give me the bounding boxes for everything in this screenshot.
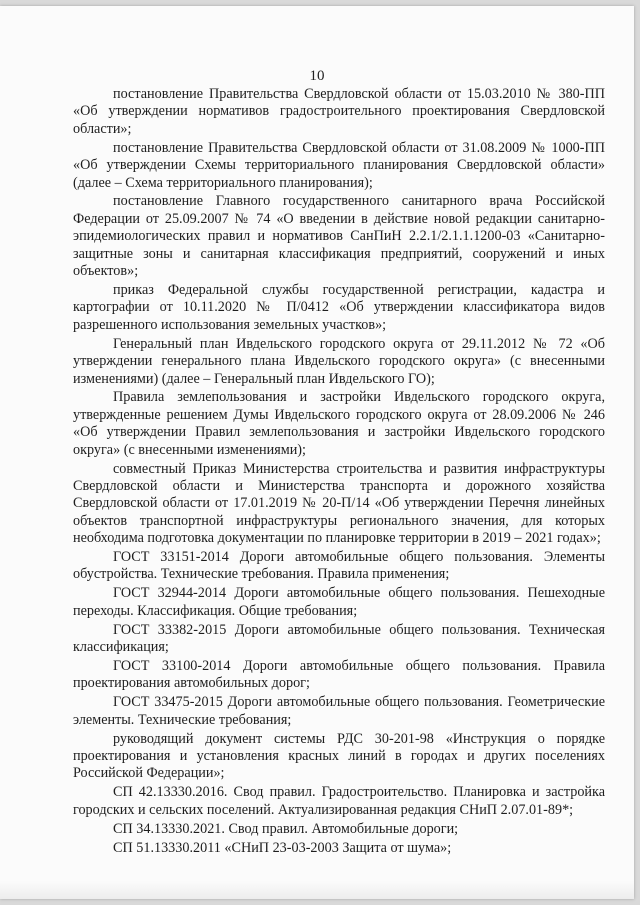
list-item: СП 34.13330.2021. Свод правил. Автомобильные дороги; <box>113 820 459 837</box>
list-item: ГОСТ 33151-2014 Дороги автомобильные общего пользования. Элементы обустройства. Технические требования. Правила применения; <box>73 549 605 583</box>
list-item: ГОСТ 32944-2014 Дороги автомобильные общего пользования. Пешеходные переходы. Классификация. Общие требования; <box>73 585 605 619</box>
page-number: 10 <box>309 68 325 84</box>
list-item: постановление Правительства Свердловской области от 31.08.2009 № 1000-ПП «Об утверждении Схемы территориального планирования Свердловской области» (далее – Схема территориального планирования); <box>73 139 605 191</box>
list-item: Правила землепользования и застройки Ивдельского городского округа, утвержденные решением Думы Ивдельского городского округа от 28.09.2006 № 246 «Об утверждении Правил землепользования и застройки Ивдельского городского округа» (с внесенными изменениями); <box>73 389 605 458</box>
list-item: СП 42.13330.2016. Свод правил. Градостроительство. Планировка и застройка городских и сельских поселений. Актуализированная редакция СНиП 2.07.01-89*; <box>73 784 605 818</box>
list-item: СП 51.13330.2011 «СНиП 23-03-2003 Защита от шума»; <box>113 839 452 856</box>
document-body <box>73 86 605 858</box>
list-item: постановление Правительства Свердловской области от 15.03.2010 № 380-ПП «Об утверждении нормативов градостроительного проектирования Свердловской области»; <box>73 86 605 137</box>
list-item: ГОСТ 33475-2015 Дороги автомобильные общего пользования. Геометрические элементы. Технические требования; <box>73 694 605 728</box>
document-page <box>0 6 634 899</box>
list-item: ГОСТ 33100-2014 Дороги автомобильные общего пользования. Правила проектирования автомобильных дорог; <box>73 658 605 692</box>
list-item: ГОСТ 33382-2015 Дороги автомобильные общего пользования. Техническая классификация; <box>73 621 605 656</box>
list-item: совместный Приказ Министерства строительства и развития инфраструктуры Свердловской области и Министерства транспорта и дорожного хозяйства Свердловской области от 17.01.2019 № 20-П/14 «Об утверждении Перечня линейных объектов транспортной инфраструктуры регионального значения, для которых необходима подготовка документации по планировке территории в 2019 – 2021 годах»; <box>73 460 605 547</box>
list-item: постановление Главного государственного санитарного врача Российской Федерации от 25.09.2007 № 74 «О введении в действие новой редакции санитарно-эпидемиологических правил и нормативов СанПиН 2.2.1/2.1.1.1200-03 «Санитарно-защитные зоны и санитарная классификация предприятий, сооружений и иных объектов»; <box>73 193 605 280</box>
list-item: руководящий документ системы РДС 30-201-98 «Инструкция о порядке проектирования и установления красных линий в городах и других поселениях Российской Федерации»; <box>73 730 605 782</box>
page-bottom-edge <box>0 881 634 899</box>
list-item: Генеральный план Ивдельского городского округа от 29.11.2012 № 72 «Об утверждении генерального плана Ивдельского городского округа» (с внесенными изменениями) (далее – Генеральный план Ивдельского ГО); <box>73 335 605 387</box>
list-item: приказ Федеральной службы государственной регистрации, кадастра и картографии от 10.11.2020 № П/0412 «Об утверждении классификатора видов разрешенного использования земельных участков»; <box>73 281 605 333</box>
